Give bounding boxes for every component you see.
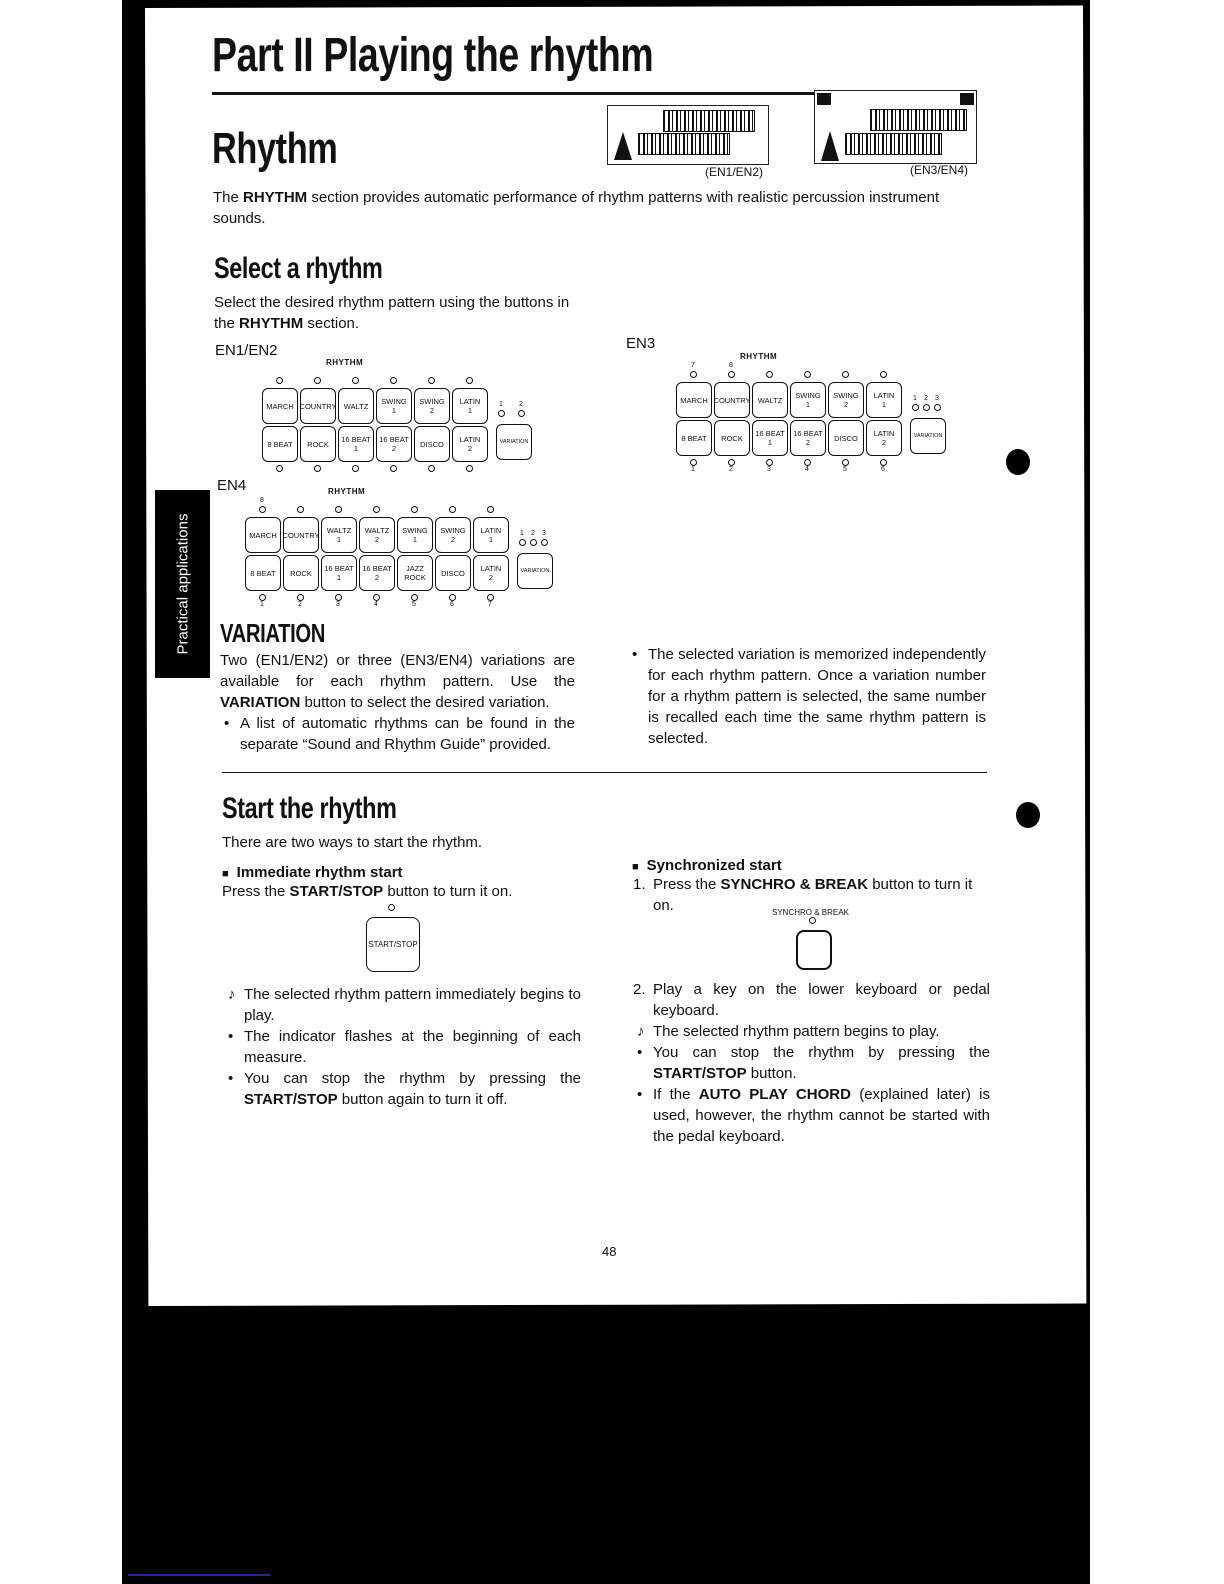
rhythm-button: 16 BEAT 2 [790,420,826,456]
indicator-number: 4 [374,601,378,608]
rhythm-indicator [352,377,359,384]
rhythm-intro: The RHYTHM section provides automatic performance of rhythm patterns with realistic percussion instrument sounds. [213,189,940,227]
rhythm-indicator [842,459,849,466]
variation-memory-note: • The selected variation is memorized independently for each rhythm pattern. Once a variation number for a rhythm pattern is selected, the same number is recalled each time the same rhythm pattern is selected. [632,646,986,747]
rhythm-indicator [842,371,849,378]
rhythm-indicator [352,465,359,472]
start-stop-indicator [388,904,395,911]
variation-indicator [498,410,505,417]
indicator-number: 8 [260,497,264,504]
side-tab: Practical applications [155,490,210,678]
rhythm-indicator [335,506,342,513]
rhythm-button: SWING 1 [397,517,433,553]
rhythm-button: 16 BEAT 2 [376,426,412,462]
synchro-break-indicator [809,917,816,924]
synchro-break-button [796,930,832,970]
rhythm-button: DISCO [828,420,864,456]
panel-title: RHYTHM [328,487,366,496]
rhythm-indicator [487,594,494,601]
rhythm-indicator [411,506,418,513]
indicator-number: 3 [336,601,340,608]
variation-button: VARIATION [910,418,946,454]
variation-number: 1 [913,395,917,402]
rhythm-button: LATIN 1 [473,517,509,553]
rhythm-indicator [373,506,380,513]
rhythm-button: SWING 2 [435,517,471,553]
sync-step-1: 1. Press the SYNCHRO & BREAK button to turn it on. [633,876,973,914]
synchronized-start-heading: ■ Synchronized start [632,857,782,874]
rhythm-indicator [880,371,887,378]
variation-indicator [923,404,930,411]
rhythm-indicator [466,377,473,384]
rhythm-button: MARCH [245,517,281,553]
rhythm-button: SWING 1 [790,382,826,418]
synchronized-start-notes: 2. Play a key on the lower keyboard or pedal keyboard. ♪ The selected rhythm pattern begins to play. • You can stop the rhythm by pressing the START/STOP button. • If the AUTO PLAY CHORD (explained later) is used, however, the rhythm cannot be started with the pedal keyboard. [633,981,990,1145]
variation-indicator [519,539,526,546]
rhythm-button: LATIN 2 [866,420,902,456]
rhythm-button: JAZZ ROCK [397,555,433,591]
rhythm-button: WALTZ [752,382,788,418]
variation-number: 2 [519,401,523,408]
rhythm-indicator [466,465,473,472]
music-note-icon: ♪ [637,1023,645,1040]
rhythm-button: 16 BEAT 2 [359,555,395,591]
rhythm-button: MARCH [676,382,712,418]
rhythm-indicator [428,465,435,472]
synchro-break-label: SYNCHRO & BREAK [772,908,849,917]
rhythm-button: ROCK [283,555,319,591]
keyboard-illustration-en1-en2 [607,105,769,165]
rhythm-indicator [728,459,735,466]
start-rhythm-heading: Start the rhythm [222,792,397,825]
panel-label-en4: EN4 [217,477,247,494]
variation-number: 1 [499,401,503,408]
rhythm-indicator [373,594,380,601]
start-intro: There are two ways to start the rhythm. [222,834,483,851]
variation-indicator [518,410,525,417]
variation-button: VARIATION [496,424,532,460]
binding-hole [1006,449,1030,475]
rhythm-button: 16 BEAT 1 [321,555,357,591]
rhythm-button: ROCK [300,426,336,462]
indicator-number: 7 [488,601,492,608]
part-title: Part II Playing the rhythm [212,29,654,82]
rhythm-button: 8 BEAT [676,420,712,456]
variation-indicator [541,539,548,546]
rhythm-button: 8 BEAT [262,426,298,462]
variation-indicator [934,404,941,411]
indicator-number: 6 [450,601,454,608]
rhythm-button: SWING 2 [828,382,864,418]
rhythm-button: DISCO [435,555,471,591]
variation-button: VARIATION [517,553,553,589]
rhythm-indicator [804,459,811,466]
rhythm-indicator [276,377,283,384]
indicator-number: 3 [767,466,771,473]
panel-title: RHYTHM [740,352,778,361]
rhythm-indicator [804,371,811,378]
indicator-number: 5 [412,601,416,608]
rhythm-indicator [411,594,418,601]
rhythm-indicator [449,506,456,513]
variation-number: 1 [520,530,524,537]
rhythm-button: SWING 2 [414,388,450,424]
rhythm-indicator [690,371,697,378]
section-title-rhythm: Rhythm [212,124,338,173]
rhythm-indicator [314,377,321,384]
indicator-number: 4 [805,466,809,473]
caption-en1-en2: (EN1/EN2) [705,165,764,179]
immediate-start-notes: ♪ The selected rhythm pattern immediately begins to play. • The indicator flashes at the beginning of each measure. • You can stop the rhythm by pressing the START/STOP button again to turn it off. [228,986,581,1108]
rhythm-indicator [297,506,304,513]
rhythm-indicator [428,377,435,384]
rhythm-button: DISCO [414,426,450,462]
rhythm-button: SWING 1 [376,388,412,424]
rhythm-button: COUNTRY [300,388,336,424]
rhythm-indicator [690,459,697,466]
variation-number: 3 [542,530,546,537]
indicator-number: 2 [729,466,733,473]
rhythm-button: 16 BEAT 1 [752,420,788,456]
rhythm-button: COUNTRY [714,382,750,418]
binding-hole [1016,802,1040,828]
rhythm-indicator [335,594,342,601]
variation-heading: VARIATION [220,618,326,648]
variation-number: 2 [924,395,928,402]
indicator-number: 6 [881,466,885,473]
music-note-icon: ♪ [228,986,236,1003]
page-number: 48 [602,1244,617,1259]
rhythm-button: 8 BEAT [245,555,281,591]
rhythm-button: WALTZ [338,388,374,424]
section-divider [222,772,987,773]
rhythm-button: MARCH [262,388,298,424]
rhythm-indicator [487,506,494,513]
variation-bullet-guide: • A list of automatic rhythms can be found in the separate “Sound and Rhythm Guide” provided. [224,715,575,753]
rhythm-button: WALTZ 1 [321,517,357,553]
rhythm-indicator [276,465,283,472]
indicator-number: 1 [260,601,264,608]
rhythm-indicator [259,594,266,601]
variation-text: Two (EN1/EN2) or three (EN3/EN4) variations are available for each rhythm pattern. Use the VARIATION button to select the desired variation. • A list of automatic rhythms can be found in the separate “Sound and Rhythm Guide” provided. [220,652,575,753]
rhythm-button: WALTZ 2 [359,517,395,553]
rhythm-indicator [297,594,304,601]
rhythm-button: ROCK [714,420,750,456]
variation-indicator [912,404,919,411]
rhythm-button: COUNTRY [283,517,319,553]
indicator-number: 8 [729,362,733,369]
indicator-number: 7 [691,362,695,369]
variation-number: 3 [935,395,939,402]
rhythm-indicator [449,594,456,601]
select-rhythm-text: Select the desired rhythm pattern using the buttons in the RHYTHM section. [214,294,570,332]
rhythm-indicator [880,459,887,466]
variation-indicator [530,539,537,546]
rhythm-indicator [259,506,266,513]
rhythm-button: LATIN 1 [866,382,902,418]
indicator-number: 2 [298,601,302,608]
panel-title: RHYTHM [326,358,364,367]
select-rhythm-heading: Select a rhythm [214,252,383,285]
rhythm-button: LATIN 1 [452,388,488,424]
variation-number: 2 [531,530,535,537]
rhythm-indicator [766,459,773,466]
caption-en3-en4: (EN3/EN4) [910,163,969,177]
scan-edge-line [128,1574,270,1576]
immediate-start-text: Press the START/STOP button to turn it on. [222,883,513,900]
rhythm-indicator [390,465,397,472]
panel-label-en1-en2: EN1/EN2 [215,342,278,359]
rhythm-indicator [766,371,773,378]
panel-label-en3: EN3 [626,335,656,352]
indicator-number: 1 [691,466,695,473]
keyboard-illustration-en3-en4 [814,90,977,164]
indicator-number: 5 [843,466,847,473]
rhythm-indicator [728,371,735,378]
rhythm-button: LATIN 2 [452,426,488,462]
rhythm-button: LATIN 2 [473,555,509,591]
immediate-start-heading: ■ Immediate rhythm start [222,864,403,881]
rhythm-indicator [390,377,397,384]
rhythm-button: 16 BEAT 1 [338,426,374,462]
rhythm-indicator [314,465,321,472]
start-stop-button: START/STOP [366,917,420,972]
